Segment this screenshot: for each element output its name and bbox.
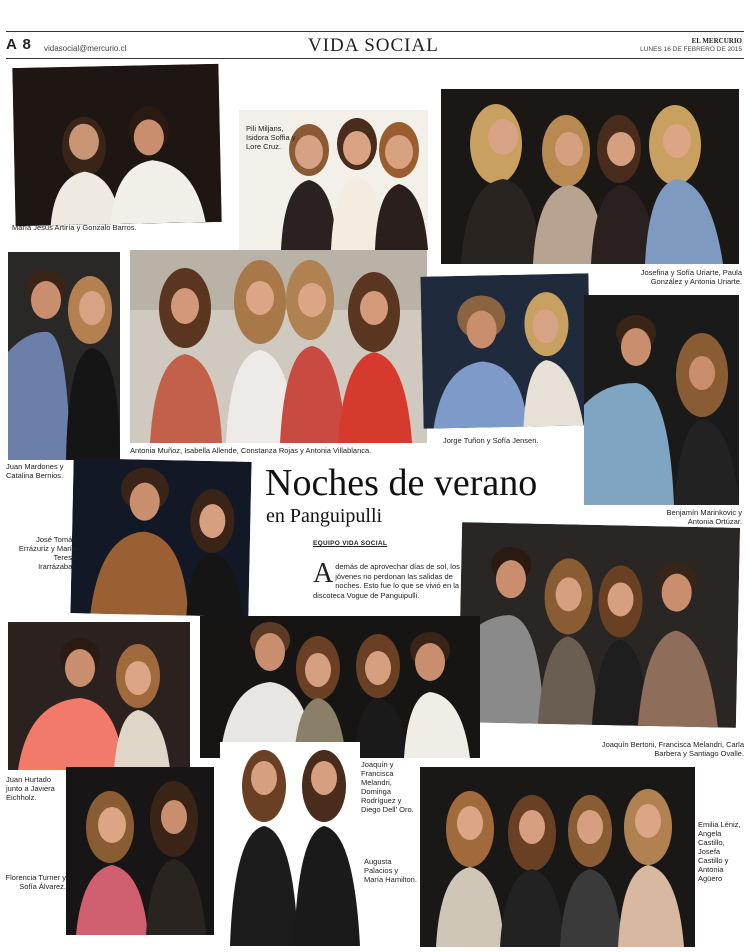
photo-caption: Joaquín y Francisca Melandri, Dominga Rodríguez y Diego Dell' Oro.	[361, 760, 414, 814]
party-photo	[458, 522, 740, 728]
photo-caption: Benjamín Marinkovic y Antonia Ortúzar.	[666, 508, 742, 526]
drop-cap: A	[313, 558, 334, 589]
photo-caption: Emilia Léniz, Angela Castillo, Josefa Castillo y Antonia Agüero	[698, 820, 741, 883]
photo-caption: Augusta Palacios y María Hamilton.	[364, 857, 417, 884]
photo-caption: Joaquín Bertoni, Francisca Melandri, Carla Barbera y Santiago Ovalle.	[601, 740, 744, 758]
photo-caption: Juan Hurtado junto a Javiera Eichholz.	[6, 775, 55, 802]
lede-text: demás de aprovechar días de sol, los jóvenes no perdonan las salidas de noches. Esto fue lo que se vivió en la discoteca Vogue de Panguipulli.	[313, 562, 460, 600]
article-subtitle: en Panguipulli	[266, 505, 383, 527]
photo-caption: Juan Mardones y Catalina Bernios.	[6, 462, 64, 480]
photo-caption: Jorge Tuñon y Sofía Jensen.	[443, 436, 539, 445]
section-email: vidasocial@mercurio.cl	[44, 44, 127, 53]
newspaper-name: EL MERCURIO	[691, 37, 742, 45]
party-photo	[12, 64, 221, 226]
photo-caption: José Tomás Errázuriz y María Teresa Irarrázabal.	[18, 535, 76, 571]
party-photo	[66, 767, 214, 935]
photo-caption: María Jesús Artiría y Gonzalo Barros.	[12, 223, 137, 232]
photo-caption: Florencia Turner y Sofía Álvarez.	[5, 873, 66, 891]
photo-caption: Pili Miljans, Isidora Soffia y Lore Cruz.	[246, 124, 296, 151]
party-photo	[441, 89, 739, 264]
photo-caption: Josefina y Sofía Uriarte, Paula González y Antonia Uriarte.	[640, 268, 742, 286]
section-title: VIDA SOCIAL	[308, 35, 439, 56]
party-photo	[220, 742, 360, 946]
issue-date: LUNES 16 DE FEBRERO DE 2015	[640, 46, 742, 53]
party-photo	[200, 616, 480, 758]
party-photo	[584, 295, 739, 505]
photo-caption: Antonia Muñoz, Isabella Allende, Constanza Rojas y Antonia Villablanca.	[130, 446, 372, 455]
article-byline: EQUIPO VIDA SOCIAL	[313, 540, 388, 547]
article-title: Noches de verano	[265, 462, 538, 504]
party-photo	[130, 250, 427, 443]
party-photo	[8, 622, 190, 770]
party-photo	[420, 767, 695, 947]
header-rule-top	[6, 31, 744, 32]
party-photo	[70, 458, 251, 617]
header-rule-bottom	[6, 58, 744, 59]
party-photo	[420, 273, 591, 428]
article-lede	[313, 558, 463, 600]
page-number: A 8	[6, 36, 32, 53]
party-photo	[8, 252, 120, 460]
